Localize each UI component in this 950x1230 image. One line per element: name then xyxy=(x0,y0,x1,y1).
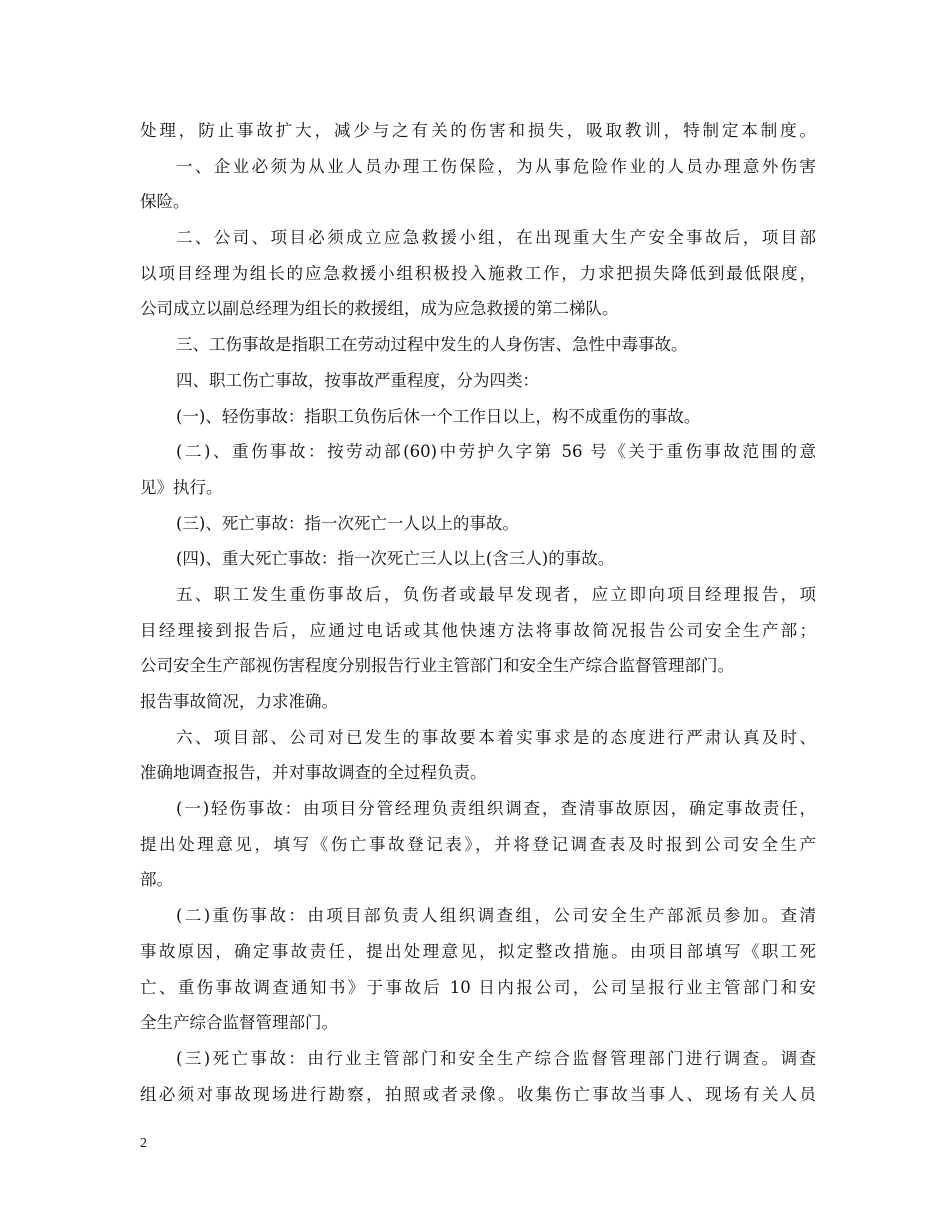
text-line: 二、公司、项目必须成立应急救援小组，在出现重大生产安全事故后，项目部 xyxy=(176,228,816,248)
text-line: 提出处理意见，填写《伤亡事故登记表》，并将登记调查表及时报到公司安全生产 xyxy=(140,834,816,854)
text-line: 准确地调查报告，并对事故调查的全过程负责。 xyxy=(140,763,487,783)
text-line: 保险。 xyxy=(140,192,190,212)
text-line: 见》执行。 xyxy=(140,477,223,497)
text-line: 部。 xyxy=(140,870,173,890)
text-line: (三)、死亡事故：指一次死亡一人以上的事故。 xyxy=(176,513,519,533)
text-line: 五、职工发生重伤事故后，负伤者或最早发现者，应立即向项目经理报告，项 xyxy=(176,584,816,604)
text-line: 六、项目部、公司对已发生的事故要本着实事求是的态度进行严肃认真及时、 xyxy=(176,727,816,747)
text-line: 一、企业必须为从业人员办理工伤保险，为从事危险作业的人员办理意外伤害 xyxy=(176,156,816,176)
text-line: (二)重伤事故：由项目部负责人组织调查组，公司安全生产部派员参加。查清 xyxy=(176,906,816,926)
page-number: 2 xyxy=(140,1136,147,1151)
text-line: 公司成立以副总经理为组长的救援组，成为应急救援的第二梯队。 xyxy=(140,299,619,319)
text-line: 组必须对事故现场进行勘察，拍照或者录像。收集伤亡事故当事人、现场有关人员 xyxy=(140,1084,816,1104)
text-line: 全生产综合监督管理部门。 xyxy=(140,1013,338,1033)
text-line: 处理，防止事故扩大，减少与之有关的伤害和损失，吸取教训，特制定本制度。 xyxy=(140,121,816,140)
text-line: 报告事故简况，力求准确。 xyxy=(140,692,338,711)
document-body xyxy=(140,113,816,1112)
text-line: 亡、重伤事故调查通知书》于事故后 10 日内报公司，公司呈报行业主管部门和安 xyxy=(140,977,816,997)
text-line: (一)、轻伤事故：指职工负伤后休一个工作日以上，构不成重伤的事故。 xyxy=(176,406,701,426)
text-line: (二)、重伤事故：按劳动部(60)中劳护久字第 56 号《关于重伤事故范围的意 xyxy=(176,442,816,462)
text-line: 以项目经理为组长的应急救援小组积极投入施救工作，力求把损失降低到最低限度， xyxy=(140,263,816,283)
text-line: (一)轻伤事故：由项目分管经理负责组织调查，查清事故原因，确定事故责任， xyxy=(176,799,816,819)
text-line: (三)死亡事故：由行业主管部门和安全生产综合监督管理部门进行调查。调查 xyxy=(176,1048,816,1068)
text-line: (四)、重大死亡事故：指一次死亡三人以上(含三人)的事故。 xyxy=(176,549,615,569)
text-line: 三、工伤事故是指职工在劳动过程中发生的人身伤害、急性中毒事故。 xyxy=(176,335,688,355)
text-line: 公司安全生产部视伤害程度分别报告行业主管部门和安全生产综合监督管理部门。 xyxy=(140,656,734,676)
text-line: 目经理接到报告后，应通过电话或其他快速方法将事故简况报告公司安全生产部； xyxy=(140,620,816,640)
text-line: 四、职工伤亡事故，按事故严重程度，分为四类： xyxy=(176,370,539,390)
text-line: 事故原因，确定事故责任，提出处理意见，拟定整改措施。由项目部填写《职工死 xyxy=(140,941,816,961)
